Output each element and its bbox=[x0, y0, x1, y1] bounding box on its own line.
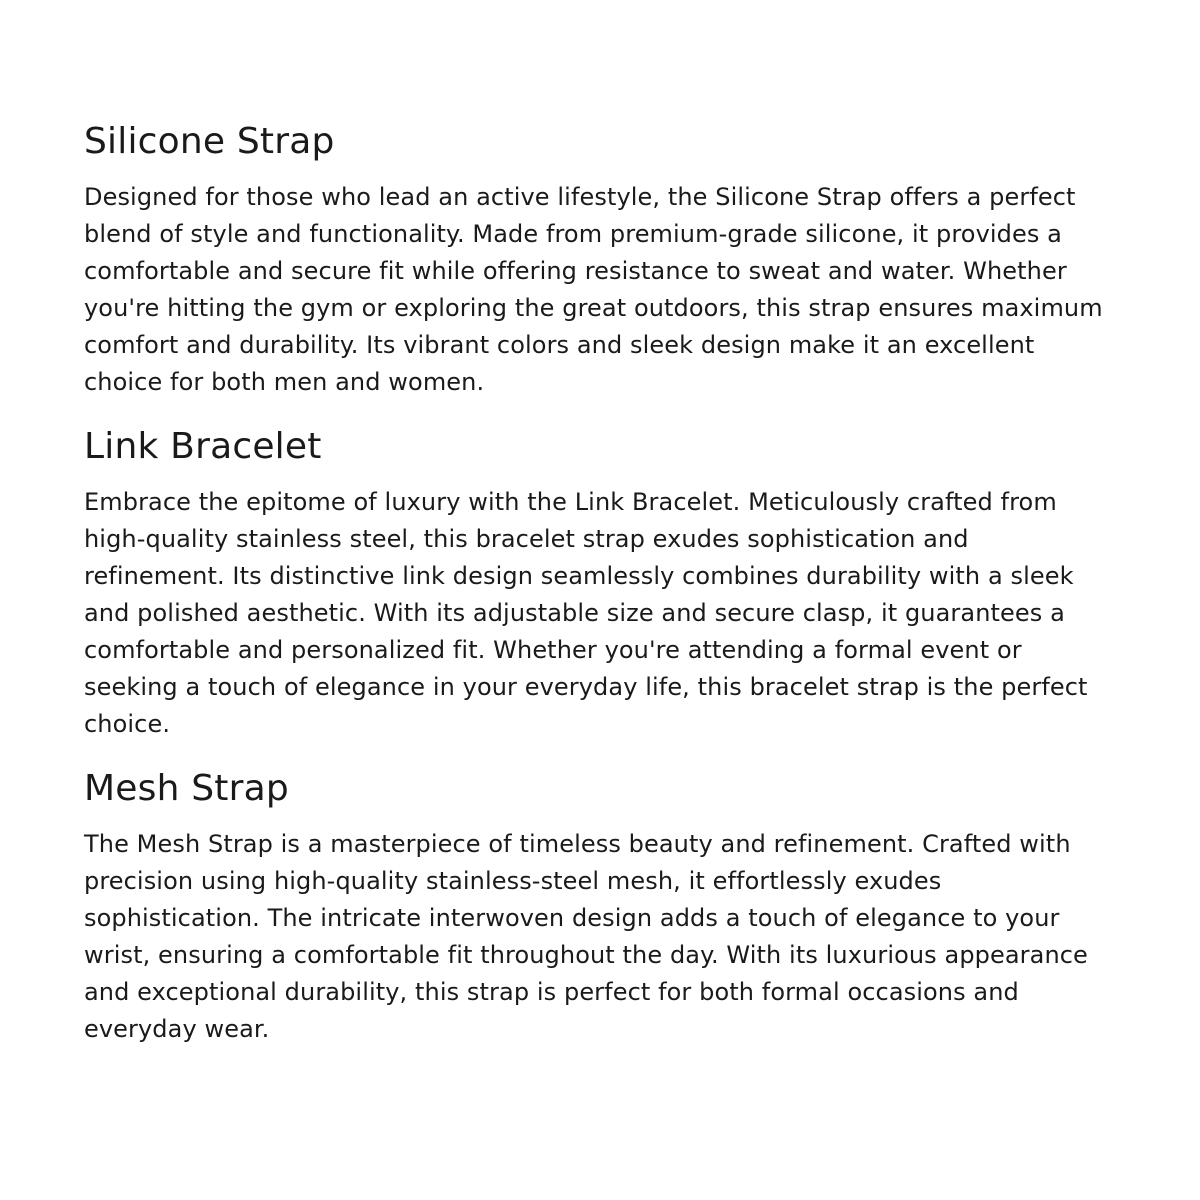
section-description: The Mesh Strap is a masterpiece of timeless beauty and refinement. Crafted with precision using high-quality stainless-steel mesh, it effortlessly exudes sophistication. The intricate interwoven design adds a touch of elegance to your wrist, ensuring a comfortable fit throughout the day. With its luxurious appearance and exceptional durability, this strap is perfect for both formal occasions and everyday wear. bbox=[84, 830, 1088, 1043]
section-link-bracelet bbox=[84, 423, 1116, 743]
section-title: Silicone Strap bbox=[84, 121, 335, 162]
section-mesh-strap bbox=[84, 765, 1116, 1048]
section-description: Designed for those who lead an active lifestyle, the Silicone Strap offers a perfect blend of style and functionality. Made from premium-grade silicone, it provides a comfortable and secure fit while offering resistance to sweat and water. Whether you're hitting the gym or exploring the great outdoors, this strap ensures maximum comfort and durability. Its vibrant colors and sleek design make it an excellent choice for both men and women. bbox=[84, 183, 1103, 396]
section-title: Link Bracelet bbox=[84, 426, 322, 467]
section-description: Embrace the epitome of luxury with the Link Bracelet. Meticulously crafted from high-quality stainless steel, this bracelet strap exudes sophistication and refinement. Its distinctive link design seamlessly combines durability with a sleek and polished aesthetic. With its adjustable size and secure clasp, it guarantees a comfortable and personalized fit. Whether you're attending a formal event or seeking a touch of elegance in your everyday life, this bracelet strap is the perfect choice. bbox=[84, 488, 1088, 738]
section-title: Mesh Strap bbox=[84, 768, 289, 809]
section-silicone-strap bbox=[84, 118, 1116, 401]
